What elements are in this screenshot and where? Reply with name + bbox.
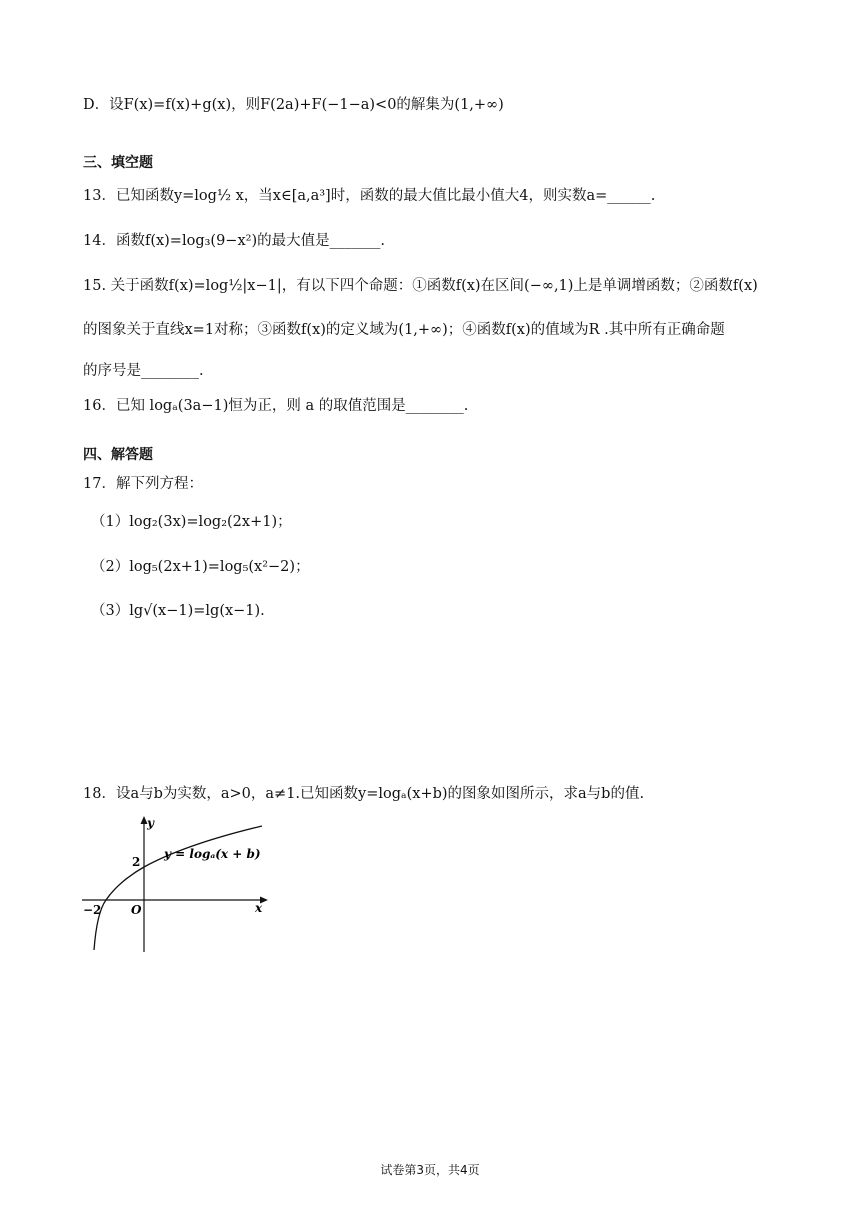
question-17-part-3: （3）lg√(x−1)=lg(x−1). xyxy=(91,603,265,619)
question-17: 17．解下列方程： xyxy=(83,476,203,492)
question-15-line-2: 的图象关于直线x=1对称；③函数f(x)的定义域为(1,+∞)；④函数f(x)的值域为R .其中所有正确命题 xyxy=(83,322,725,338)
origin-label: O xyxy=(131,903,142,917)
y-intercept-label: 2 xyxy=(132,855,141,869)
page-footer: 试卷第3页，共4页 xyxy=(380,1163,480,1177)
section-heading-answer: 四、解答题 xyxy=(83,447,153,463)
question-14: 14．函数f(x)=log₃(9−x²)的最大值是_______. xyxy=(83,233,385,249)
option-d: D．设F(x)=f(x)+g(x)，则F(2a)+F(−1−a)<0的解集为(1,+∞) xyxy=(83,97,504,113)
question-16: 16．已知 logₐ(3a−1)恒为正，则 a 的取值范围是________. xyxy=(83,398,469,414)
section-heading-fill-in: 三、填空题 xyxy=(83,155,153,171)
question-17-part-1: （1）log₂(3x)=log₂(2x+1)； xyxy=(91,514,292,530)
question-15-line-1: 15. 关于函数f(x)=log½|x−1|，有以下四个命题：①函数f(x)在区间(−∞,1)上是单调增函数；②函数f(x) xyxy=(83,278,758,294)
log-curve xyxy=(94,826,262,950)
question-17-part-2: （2）log₅(2x+1)=log₅(x²−2)； xyxy=(91,559,310,575)
x-axis-label: x xyxy=(255,901,263,915)
curve-label: y = logₐ(x + b) xyxy=(164,847,261,861)
question-15-line-3: 的序号是________. xyxy=(83,363,204,379)
y-axis-label: y xyxy=(147,816,154,830)
log-function-graph xyxy=(80,812,280,957)
question-18: 18．设a与b为实数，a>0，a≠1.已知函数y=logₐ(x+b)的图象如图所示，求a与b的值. xyxy=(83,786,645,802)
question-13: 13．已知函数y=log½ x，当x∈[a,a³]时，函数的最大值比最小值大4，则实数a=______. xyxy=(83,188,656,204)
x-intercept-label: −2 xyxy=(83,903,102,917)
